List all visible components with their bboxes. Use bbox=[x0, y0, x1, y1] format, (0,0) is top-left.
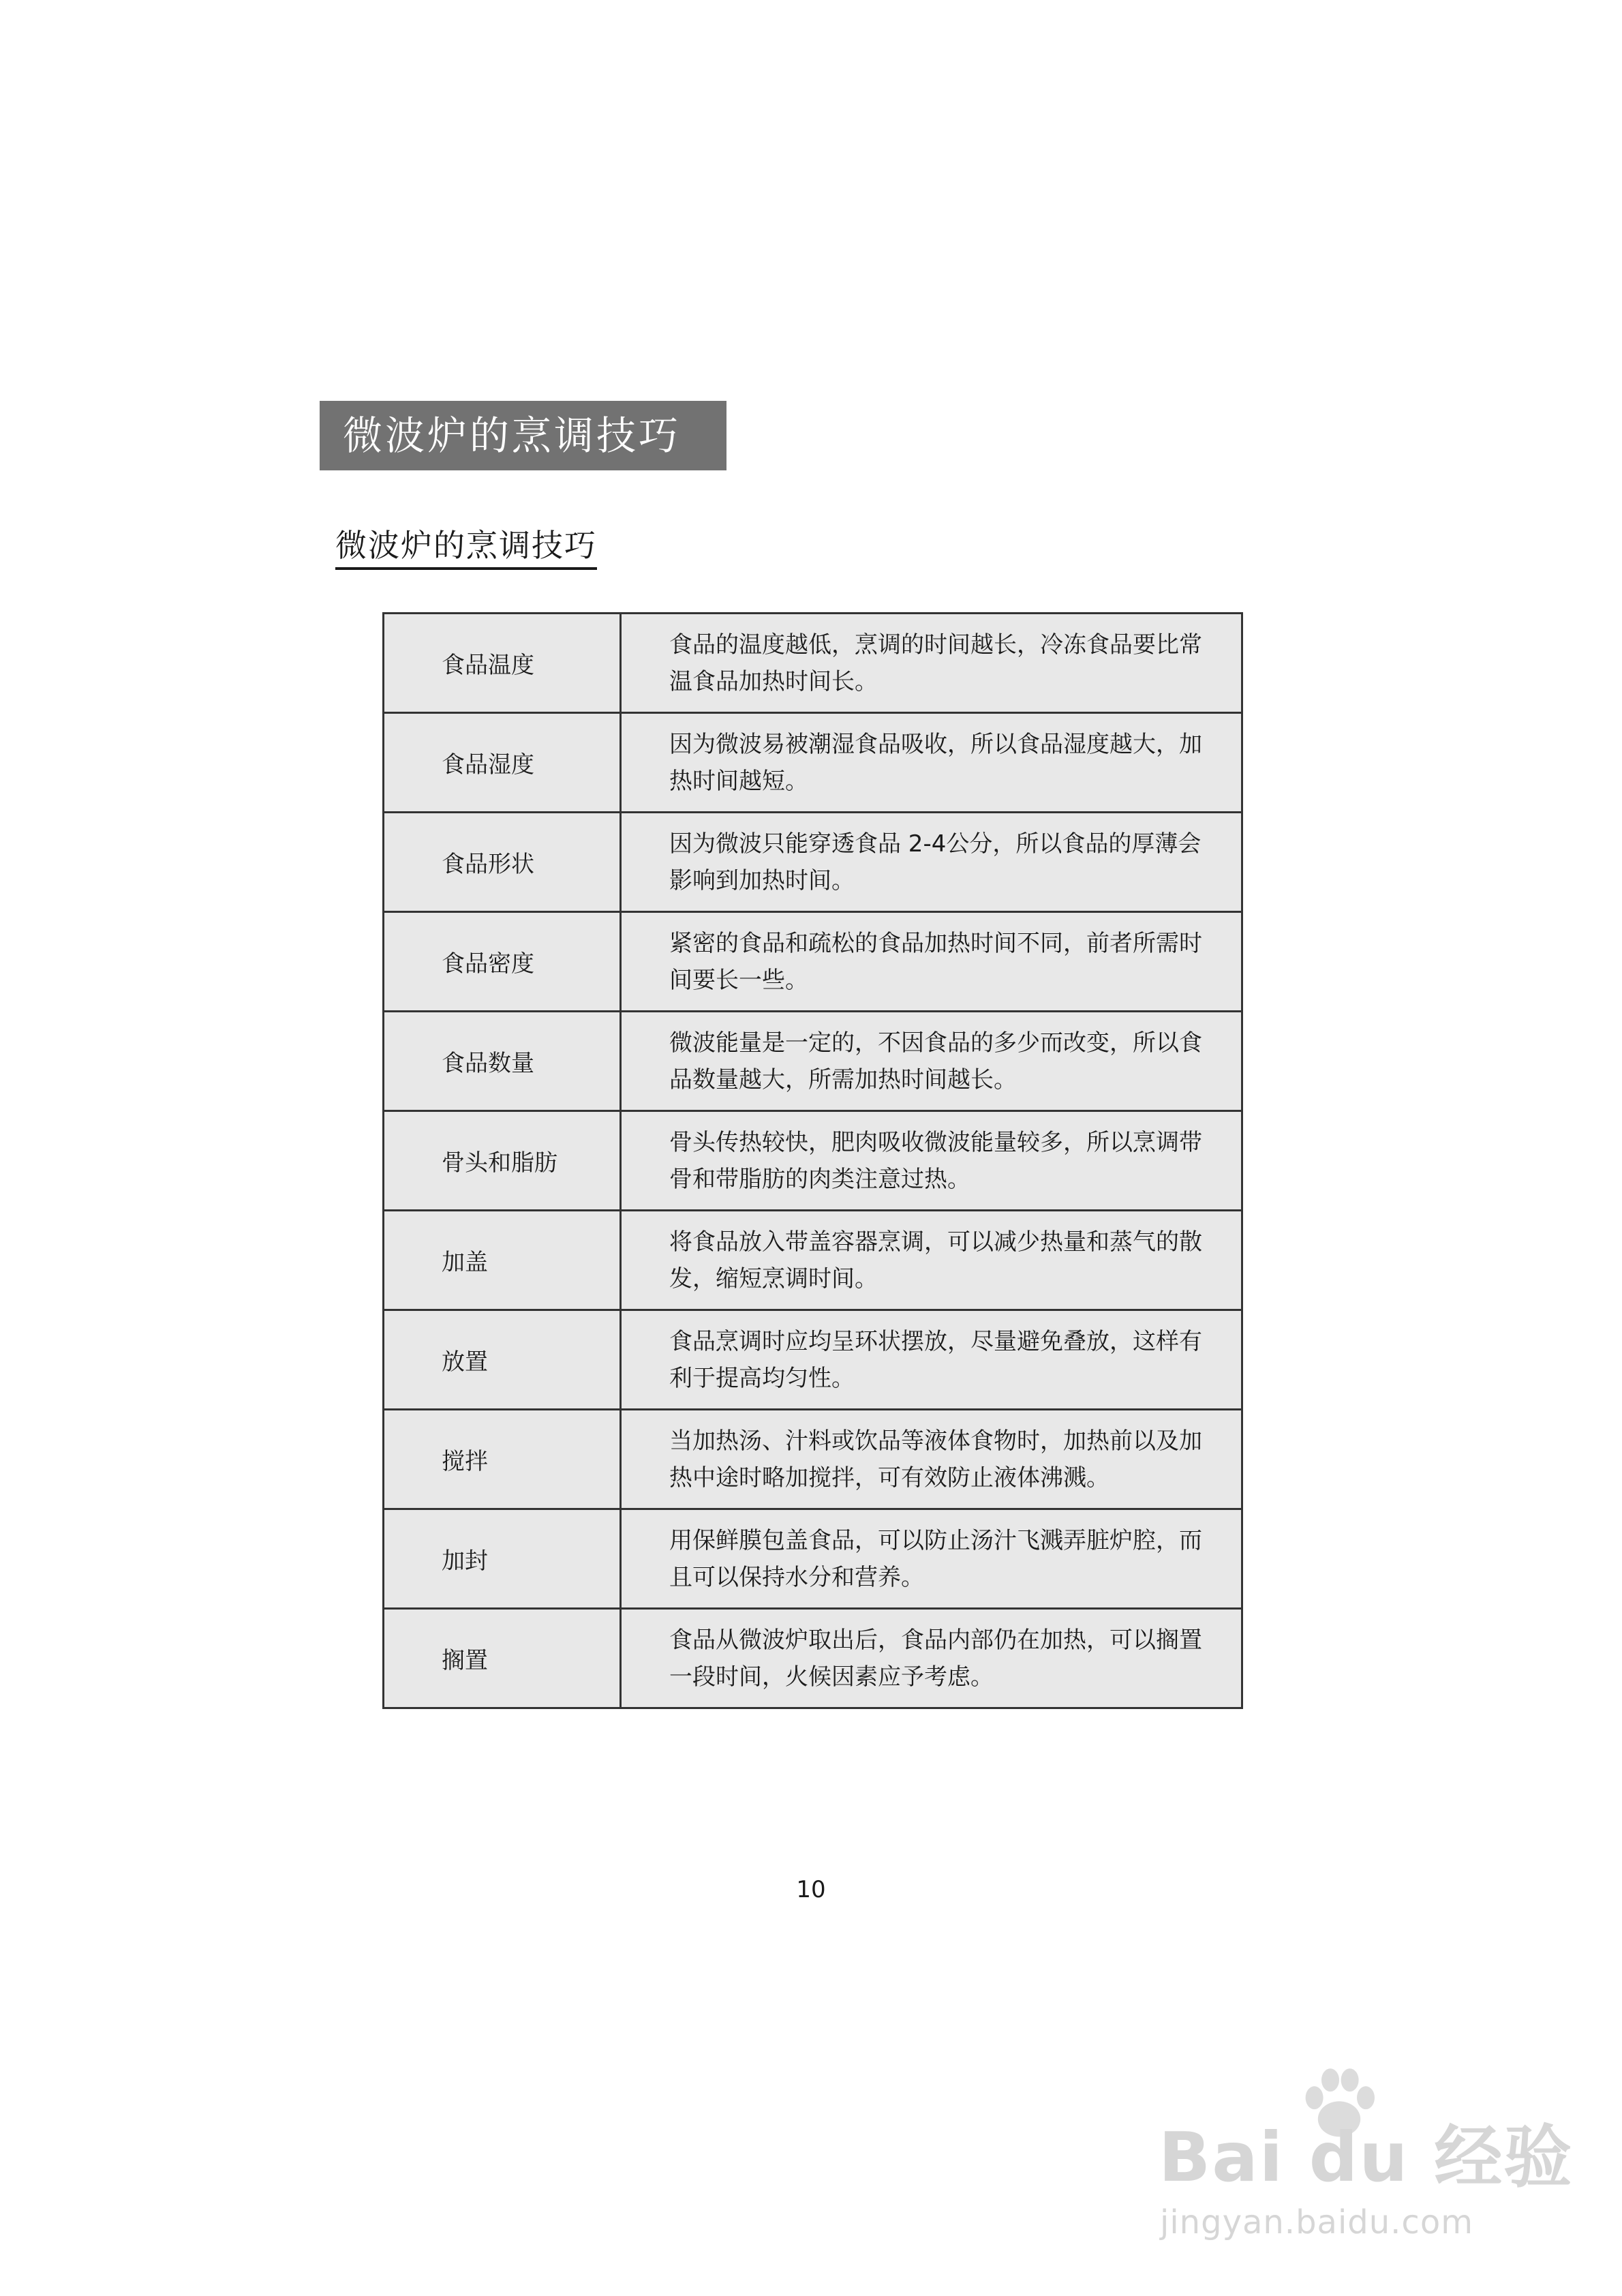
table-row bbox=[384, 1211, 1242, 1310]
cooking-tips-table bbox=[382, 612, 1243, 1709]
tip-description: 紧密的食品和疏松的食品加热时间不同，前者所需时间要长一些。 bbox=[621, 912, 1242, 1012]
header-banner bbox=[320, 401, 726, 470]
section-title: 微波炉的烹调技巧 bbox=[335, 525, 597, 570]
table-row bbox=[384, 1012, 1242, 1111]
tip-description: 将食品放入带盖容器烹调，可以减少热量和蒸气的散发，缩短烹调时间。 bbox=[621, 1211, 1242, 1310]
tip-description: 食品从微波炉取出后，食品内部仍在加热，可以搁置一段时间，火候因素应予考虑。 bbox=[621, 1609, 1242, 1708]
tip-description: 骨头传热较快，肥肉吸收微波能量较多，所以烹调带骨和带脂肪的肉类注意过热。 bbox=[621, 1111, 1242, 1211]
tip-description: 食品的温度越低，烹调的时间越长，冷冻食品要比常温食品加热时间长。 bbox=[621, 614, 1242, 713]
table-row bbox=[384, 1310, 1242, 1410]
tip-label: 放置 bbox=[384, 1310, 621, 1410]
tip-label: 搅拌 bbox=[384, 1410, 621, 1509]
tip-description: 因为微波只能穿透食品 2-4公分，所以食品的厚薄会影响到加热时间。 bbox=[621, 813, 1242, 912]
table-row bbox=[384, 1609, 1242, 1708]
tip-label: 加封 bbox=[384, 1509, 621, 1609]
tip-label: 食品湿度 bbox=[384, 713, 621, 813]
tip-label: 加盖 bbox=[384, 1211, 621, 1310]
baidu-jingyan-watermark bbox=[1152, 2059, 1574, 2263]
tip-label: 食品数量 bbox=[384, 1012, 621, 1111]
tip-label: 食品密度 bbox=[384, 912, 621, 1012]
tip-label: 食品温度 bbox=[384, 614, 621, 713]
table-row bbox=[384, 1509, 1242, 1609]
table-row bbox=[384, 912, 1242, 1012]
tip-label: 搁置 bbox=[384, 1609, 621, 1708]
table-row bbox=[384, 813, 1242, 912]
banner-title: 微波炉的烹调技巧 bbox=[343, 412, 682, 459]
watermark-logo-text: Bai du 经验 bbox=[1159, 2117, 1574, 2197]
table-row bbox=[384, 614, 1242, 713]
table-row bbox=[384, 713, 1242, 813]
page-number: 10 bbox=[796, 1876, 826, 1903]
tip-description: 用保鲜膜包盖食品，可以防止汤汁飞溅弄脏炉腔，而且可以保持水分和营养。 bbox=[621, 1509, 1242, 1609]
tip-description: 当加热汤、汁料或饮品等液体食物时，加热前以及加热中途时略加搅拌，可有效防止液体沸溅。 bbox=[621, 1410, 1242, 1509]
tip-description: 食品烹调时应均呈环状摆放，尽量避免叠放，这样有利于提高均匀性。 bbox=[621, 1310, 1242, 1410]
tip-description: 微波能量是一定的，不因食品的多少而改变，所以食品数量越大，所需加热时间越长。 bbox=[621, 1012, 1242, 1111]
table-row bbox=[384, 1410, 1242, 1509]
tip-label: 食品形状 bbox=[384, 813, 621, 912]
table-row bbox=[384, 1111, 1242, 1211]
tip-label: 骨头和脂肪 bbox=[384, 1111, 621, 1211]
tip-description: 因为微波易被潮湿食品吸收，所以食品湿度越大，加热时间越短。 bbox=[621, 713, 1242, 813]
watermark-url: jingyan.baidu.com bbox=[1160, 2203, 1473, 2241]
